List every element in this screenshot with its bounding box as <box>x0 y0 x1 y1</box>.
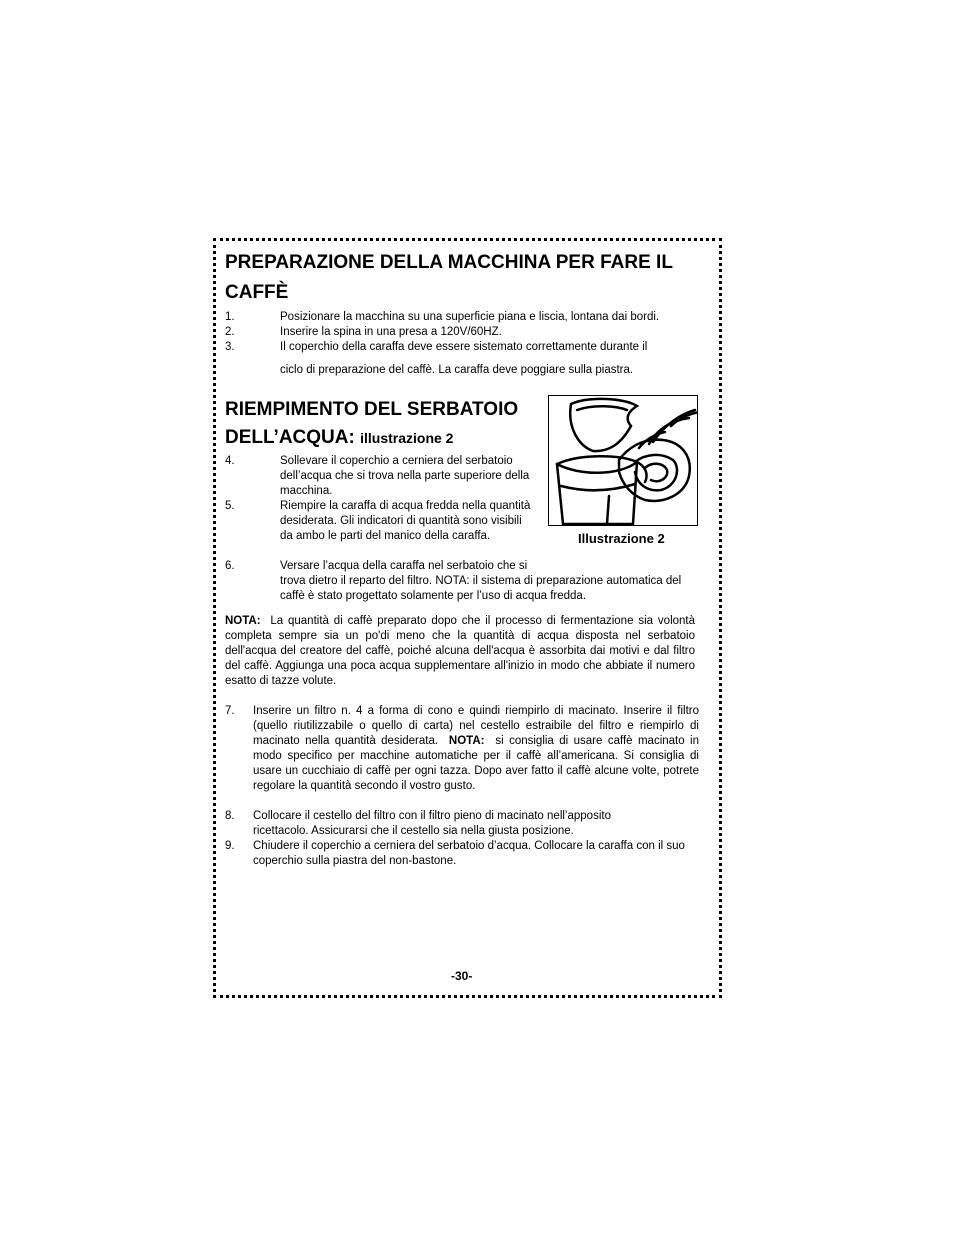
item-number: 7. <box>225 705 235 717</box>
page-number: -30- <box>451 969 473 983</box>
item-text <box>253 704 699 794</box>
illustration-caption: Illustrazione 2 <box>578 531 665 546</box>
item-note-label: NOTA: <box>448 735 485 747</box>
item-number: 6. <box>225 560 235 572</box>
item-number: 4. <box>225 455 235 467</box>
item-text-part: Inserire un filtro n. 4 a forma di cono e quindi riempirlo di macinato. Inserire il filtro (quello riutilizzabile o quello di carta) nel cestello estraibile del filtro e riempirlo di macinato nella quantità desiderata. <box>253 705 699 747</box>
item-number: 5. <box>225 500 235 512</box>
item-text-continued: ciclo di preparazione del caffè. La caraffa deve poggiare sulla piastra. <box>280 364 634 376</box>
section-title-preparation: PREPARAZIONE DELLA MACCHINA PER FARE IL CAFFÈ <box>225 252 673 303</box>
item-text-continued: trova dietro il reparto del filtro. NOTA: il sistema di preparazione automatica del caffè è stato progettato solamente per l’uso di acqua fredda. <box>280 575 682 602</box>
section-subtitle: illustrazione 2 <box>360 430 454 446</box>
item-number: 1. <box>225 311 235 323</box>
item-text: Sollevare il coperchio a cerniera del serbatoio dell’acqua che si trova nella parte superiore della macchina. <box>280 455 530 497</box>
item-text: Collocare il cestello del filtro con il filtro pieno di macinato nell’apposito ricettacolo. Assicurarsi che il cestello sia nella giusta posizione. <box>253 810 611 837</box>
item-text: Riempire la caraffa di acqua fredda nella quantità desiderata. Gli indicatori di quantità sono visibili da ambo le parti del manico della caraffa. <box>280 500 531 542</box>
section-title-water-reservoir <box>225 396 545 452</box>
item-text: Il coperchio della caraffa deve essere sistemato correttamente durante il <box>280 341 648 353</box>
note-text: La quantità di caffè preparato dopo che il processo di fermentazione sia volontà completa sempre sia un po'di meno che la quantità di acqua disposta nel serbatoio dell'acqua del creatore del caffè, poiché alcuna dell'acqua è assorbita dai motivi e dal filtro del caffè. Aggiunga una poca acqua supplementare all'inizio in modo che abbiate il numero esatto di tazze volute. <box>225 615 696 687</box>
item-text: Inserire la spina in una presa a 120V/60HZ. <box>280 326 502 338</box>
note-paragraph <box>225 614 695 689</box>
carafe-pouring-drawing <box>549 396 698 526</box>
item-text: Versare l’acqua della caraffa nel serbatoio che si <box>280 560 528 572</box>
coffee-carafe-illustration <box>548 395 698 526</box>
item-number: 3. <box>225 341 235 353</box>
item-text-part: si consiglia di usare caffè macinato in modo specifico per macchine automatiche per il caffè all’americana. Si consiglia di usare un cucchiaio di caffè per ogni tazza. Dopo aver fatto il caffè alcune volte, potrete regolare la quantità secondo il vostro gusto. <box>253 735 700 792</box>
item-text: Chiudere il coperchio a cerniera del serbatoio d’acqua. Collocare la caraffa con il suo coperchio sulla piastra del non-bastone. <box>253 840 685 867</box>
item-text: Posizionare la macchina su una superficie piana e liscia, lontana dai bordi. <box>280 311 660 323</box>
section-title-text: RIEMPIMENTO DEL SERBATOIO DELL’ACQUA: <box>225 399 519 448</box>
item-number: 9. <box>225 840 235 852</box>
note-label: NOTA: <box>225 615 261 627</box>
list-item <box>225 340 700 380</box>
list-item <box>225 559 700 604</box>
item-number: 8. <box>225 810 235 822</box>
item-number: 2. <box>225 326 235 338</box>
